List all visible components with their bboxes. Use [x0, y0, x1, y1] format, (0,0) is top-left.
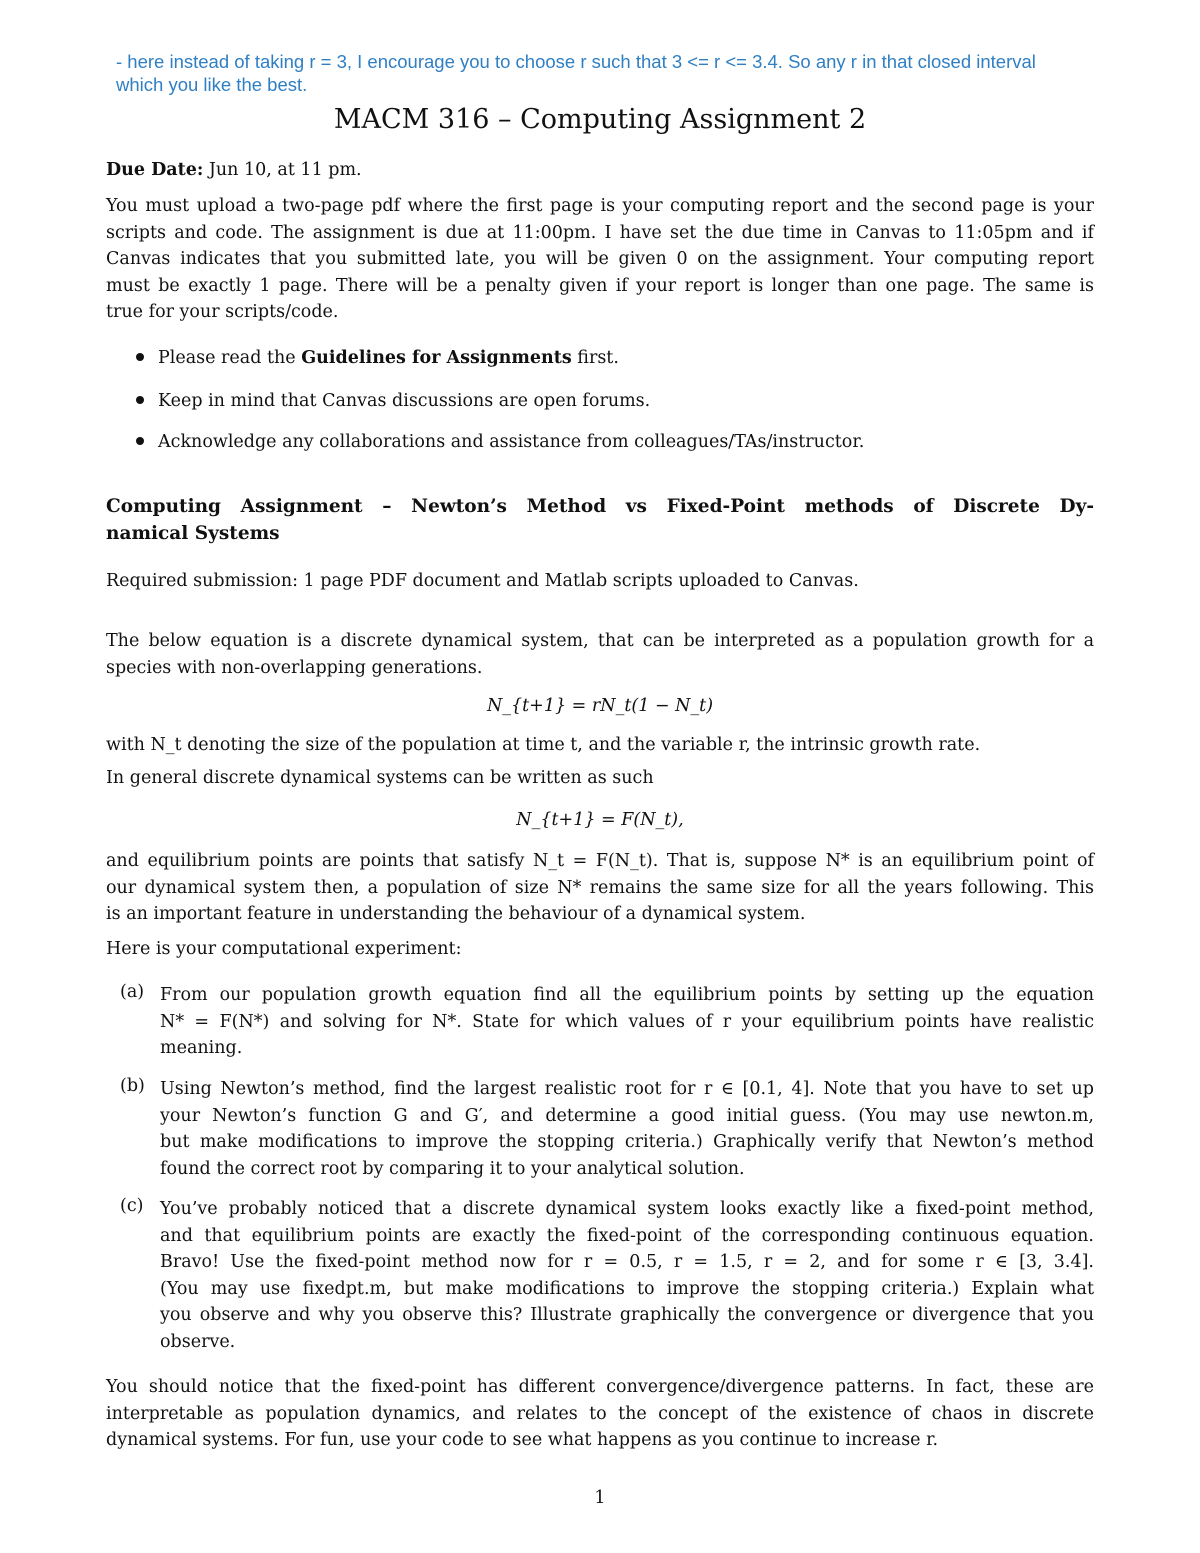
text-line: From our population growth equation find all the equilibrium points by setting up the equation	[160, 985, 1094, 1005]
text-line: Bravo! Use the fixed-point method now for r = 0.5, r = 1.5, r = 2, and for some r ∈ [3, 3.4].	[160, 1252, 1094, 1272]
due-date-label: Due Date:	[106, 160, 204, 180]
task-body	[160, 1076, 1094, 1182]
list-item	[136, 391, 1096, 411]
text-line: meaning.	[160, 1038, 243, 1058]
equilibrium-paragraph	[106, 848, 1094, 928]
text-line: our dynamical system then, a population of size N* remains the same size for all the years following. This	[106, 877, 1094, 898]
text-line: and equilibrium points are points that satisfy N_t = F(N_t). That is, suppose N* is an equilibrium point of	[106, 851, 1094, 871]
text-line: but make modifications to improve the stopping criteria.) Graphically verify that Newton’s method	[160, 1132, 1094, 1152]
text-line: You must upload a two-page pdf where the first page is your computing report and the second page is your	[106, 196, 1094, 216]
text-line: observe.	[160, 1331, 236, 1352]
heading-line: namical Systems	[106, 523, 280, 544]
list-item	[136, 432, 1096, 452]
text-line: species with non-overlapping generations.	[106, 657, 483, 678]
list-item-text: Keep in mind that Canvas discussions are open forums.	[158, 391, 651, 411]
text-line: and that equilibrium points are exactly the fixed-point of the corresponding continuous equation.	[160, 1225, 1094, 1246]
list-item-text: Please read the	[158, 348, 302, 368]
guidelines-link: Guidelines for Assignments	[301, 348, 572, 368]
text-line: found the correct root by comparing it to your analytical solution.	[160, 1158, 745, 1179]
page-title: MACM 316 – Computing Assignment 2	[333, 104, 867, 135]
text-line: scripts and code. The assignment is due at 11:00pm. I have set the due time in Canvas to 11:05pm and if	[106, 222, 1094, 243]
task-body	[160, 982, 1094, 1062]
text-line: must be exactly 1 page. There will be a penalty given if your report is longer than one page. The same is	[106, 275, 1094, 296]
intro-paragraph	[106, 193, 1094, 326]
page-number: 1	[594, 1488, 606, 1508]
list-item	[136, 348, 1096, 368]
experiment-intro: Here is your computational experiment:	[106, 939, 462, 959]
text-line: your Newton’s function G and G′, and determine a good initial guess. (You may use newton.m,	[160, 1105, 1094, 1126]
text-line: you observe and why you observe this? Illustrate graphically the convergence or divergence that you	[160, 1305, 1094, 1325]
text-line: true for your scripts/code.	[106, 302, 339, 322]
list-item-text: first.	[571, 348, 619, 368]
task-label: (a)	[120, 982, 145, 1002]
text-line: Canvas indicates that you submitted late, you will be given 0 on the assignment. Your computing report	[106, 249, 1094, 269]
heading-line: Computing Assignment – Newton’s Method vs Fixed-Point methods of Discrete Dy-	[106, 496, 1094, 517]
closing-paragraph	[106, 1374, 1094, 1454]
general-equation: N_{t+1} = F(N_t),	[516, 810, 684, 830]
note-line: - here instead of taking r = 3, I encourage you to choose r such that 3 <= r <= 3.4. So any r in that closed interval	[116, 51, 1036, 72]
logistic-equation: N_{t+1} = rN_t(1 − N_t)	[486, 696, 714, 716]
text-line: (You may use fixedpt.m, but make modifications to improve the stopping criteria.) Explain what	[160, 1278, 1094, 1299]
text-line: dynamical systems. For fun, use your code to see what happens as you continue to increase r.	[106, 1430, 939, 1450]
text-line: You should notice that the fixed-point has different convergence/divergence patterns. In fact, these are	[106, 1377, 1094, 1397]
text-line: You’ve probably noticed that a discrete dynamical system looks exactly like a fixed-point method,	[160, 1199, 1094, 1219]
text-line: Using Newton’s method, find the largest realistic root for r ∈ [0.1, 4]. Note that you have to set up	[160, 1079, 1094, 1099]
text-line: N* = F(N*) and solving for N*. State for which values of r your equilibrium points have realistic	[160, 1011, 1094, 1032]
variable-description: with N_t denoting the size of the population at time t, and the variable r, the intrinsic growth rate.	[106, 735, 981, 755]
section-heading	[106, 493, 1094, 547]
bullet-icon	[136, 437, 144, 445]
instructor-note	[116, 50, 1166, 96]
bullet-icon	[136, 353, 144, 361]
required-submission: Required submission: 1 page PDF document and Matlab scripts uploaded to Canvas.	[106, 571, 859, 591]
task-label: (c)	[120, 1196, 144, 1216]
text-line: The below equation is a discrete dynamical system, that can be interpreted as a population growth for a	[106, 631, 1094, 651]
general-form-text: In general discrete dynamical systems can be written as such	[106, 768, 654, 788]
text-line: is an important feature in understanding the behaviour of a dynamical system.	[106, 904, 806, 924]
bullet-icon	[136, 396, 144, 404]
note-line: which you like the best.	[116, 74, 308, 95]
task-label: (b)	[120, 1076, 145, 1096]
list-item-text: Acknowledge any collaborations and assistance from colleagues/TAs/instructor.	[158, 432, 865, 452]
text-line: interpretable as population dynamics, and relates to the concept of the existence of chaos in discrete	[106, 1403, 1094, 1424]
task-body	[160, 1196, 1094, 1355]
model-paragraph	[106, 628, 1094, 681]
due-date-value: Jun 10, at 11 pm.	[203, 160, 362, 180]
due-date	[106, 160, 1094, 180]
